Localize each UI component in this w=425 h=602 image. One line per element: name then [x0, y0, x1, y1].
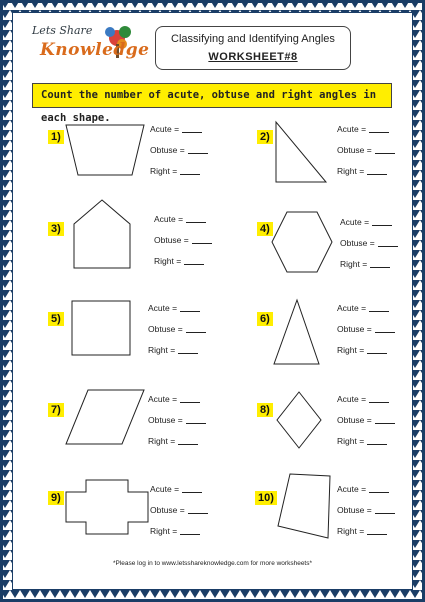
footer-note: *Please log in to www.letsshareknowledge.com for more worksheets*	[112, 560, 313, 567]
logo-text-top: Lets Share	[32, 24, 93, 37]
obtuse-field-2: Obtuse =	[337, 145, 395, 155]
logo-text-bottom: Knowledge	[40, 40, 150, 60]
right-field-10: Right =	[337, 526, 387, 536]
acute-field-6: Acute =	[337, 303, 389, 313]
question-number-6: 6)	[257, 312, 273, 326]
trapezoid-shape	[64, 123, 146, 178]
right-field-6: Right =	[337, 345, 387, 355]
parallelogram-shape	[64, 388, 146, 446]
question-number-2: 2)	[257, 130, 273, 144]
right-field-2: Right =	[337, 166, 387, 176]
obtuse-field-6: Obtuse =	[337, 324, 395, 334]
right-field-7: Right =	[148, 436, 198, 446]
hexagon-shape	[270, 210, 334, 274]
rhombus-shape	[274, 390, 324, 450]
question-number-5: 5)	[48, 312, 64, 326]
acute-field-1: Acute =	[150, 124, 202, 134]
worksheet-title: Classifying and Identifying Angles	[171, 33, 335, 45]
acute-field-10: Acute =	[337, 484, 389, 494]
question-number-9: 9)	[48, 491, 64, 505]
question-number-4: 4)	[257, 222, 273, 236]
obtuse-field-8: Obtuse =	[337, 415, 395, 425]
question-number-10: 10)	[255, 491, 277, 505]
acute-field-8: Acute =	[337, 394, 389, 404]
obtuse-field-4: Obtuse =	[340, 238, 398, 248]
obtuse-field-1: Obtuse =	[150, 145, 208, 155]
acute-field-9: Acute =	[150, 484, 202, 494]
acute-field-7: Acute =	[148, 394, 200, 404]
title-box	[155, 26, 351, 70]
question-number-3: 3)	[48, 222, 64, 236]
obtuse-field-7: Obtuse =	[148, 415, 206, 425]
right-field-3: Right =	[154, 256, 204, 266]
worksheet-subtitle: WORKSHEET#8	[208, 51, 298, 63]
quadrilateral-shape	[276, 472, 332, 540]
obtuse-field-5: Obtuse =	[148, 324, 206, 334]
isosceles-triangle-shape	[272, 298, 322, 366]
acute-field-3: Acute =	[154, 214, 206, 224]
cross-shape	[64, 478, 150, 536]
right-field-5: Right =	[148, 345, 198, 355]
square-shape	[70, 299, 132, 357]
obtuse-field-3: Obtuse =	[154, 235, 212, 245]
right-triangle-shape	[274, 120, 329, 184]
obtuse-field-9: Obtuse =	[150, 505, 208, 515]
question-number-8: 8)	[257, 403, 273, 417]
obtuse-field-10: Obtuse =	[337, 505, 395, 515]
pentagon-shape	[72, 198, 132, 270]
acute-field-4: Acute =	[340, 217, 392, 227]
instruction-banner: Count the number of acute, obtuse and right angles in each shape.	[32, 83, 392, 108]
question-number-1: 1)	[48, 130, 64, 144]
right-field-4: Right =	[340, 259, 390, 269]
right-field-1: Right =	[150, 166, 200, 176]
acute-field-5: Acute =	[148, 303, 200, 313]
question-number-7: 7)	[48, 403, 64, 417]
right-field-9: Right =	[150, 526, 200, 536]
acute-field-2: Acute =	[337, 124, 389, 134]
right-field-8: Right =	[337, 436, 387, 446]
